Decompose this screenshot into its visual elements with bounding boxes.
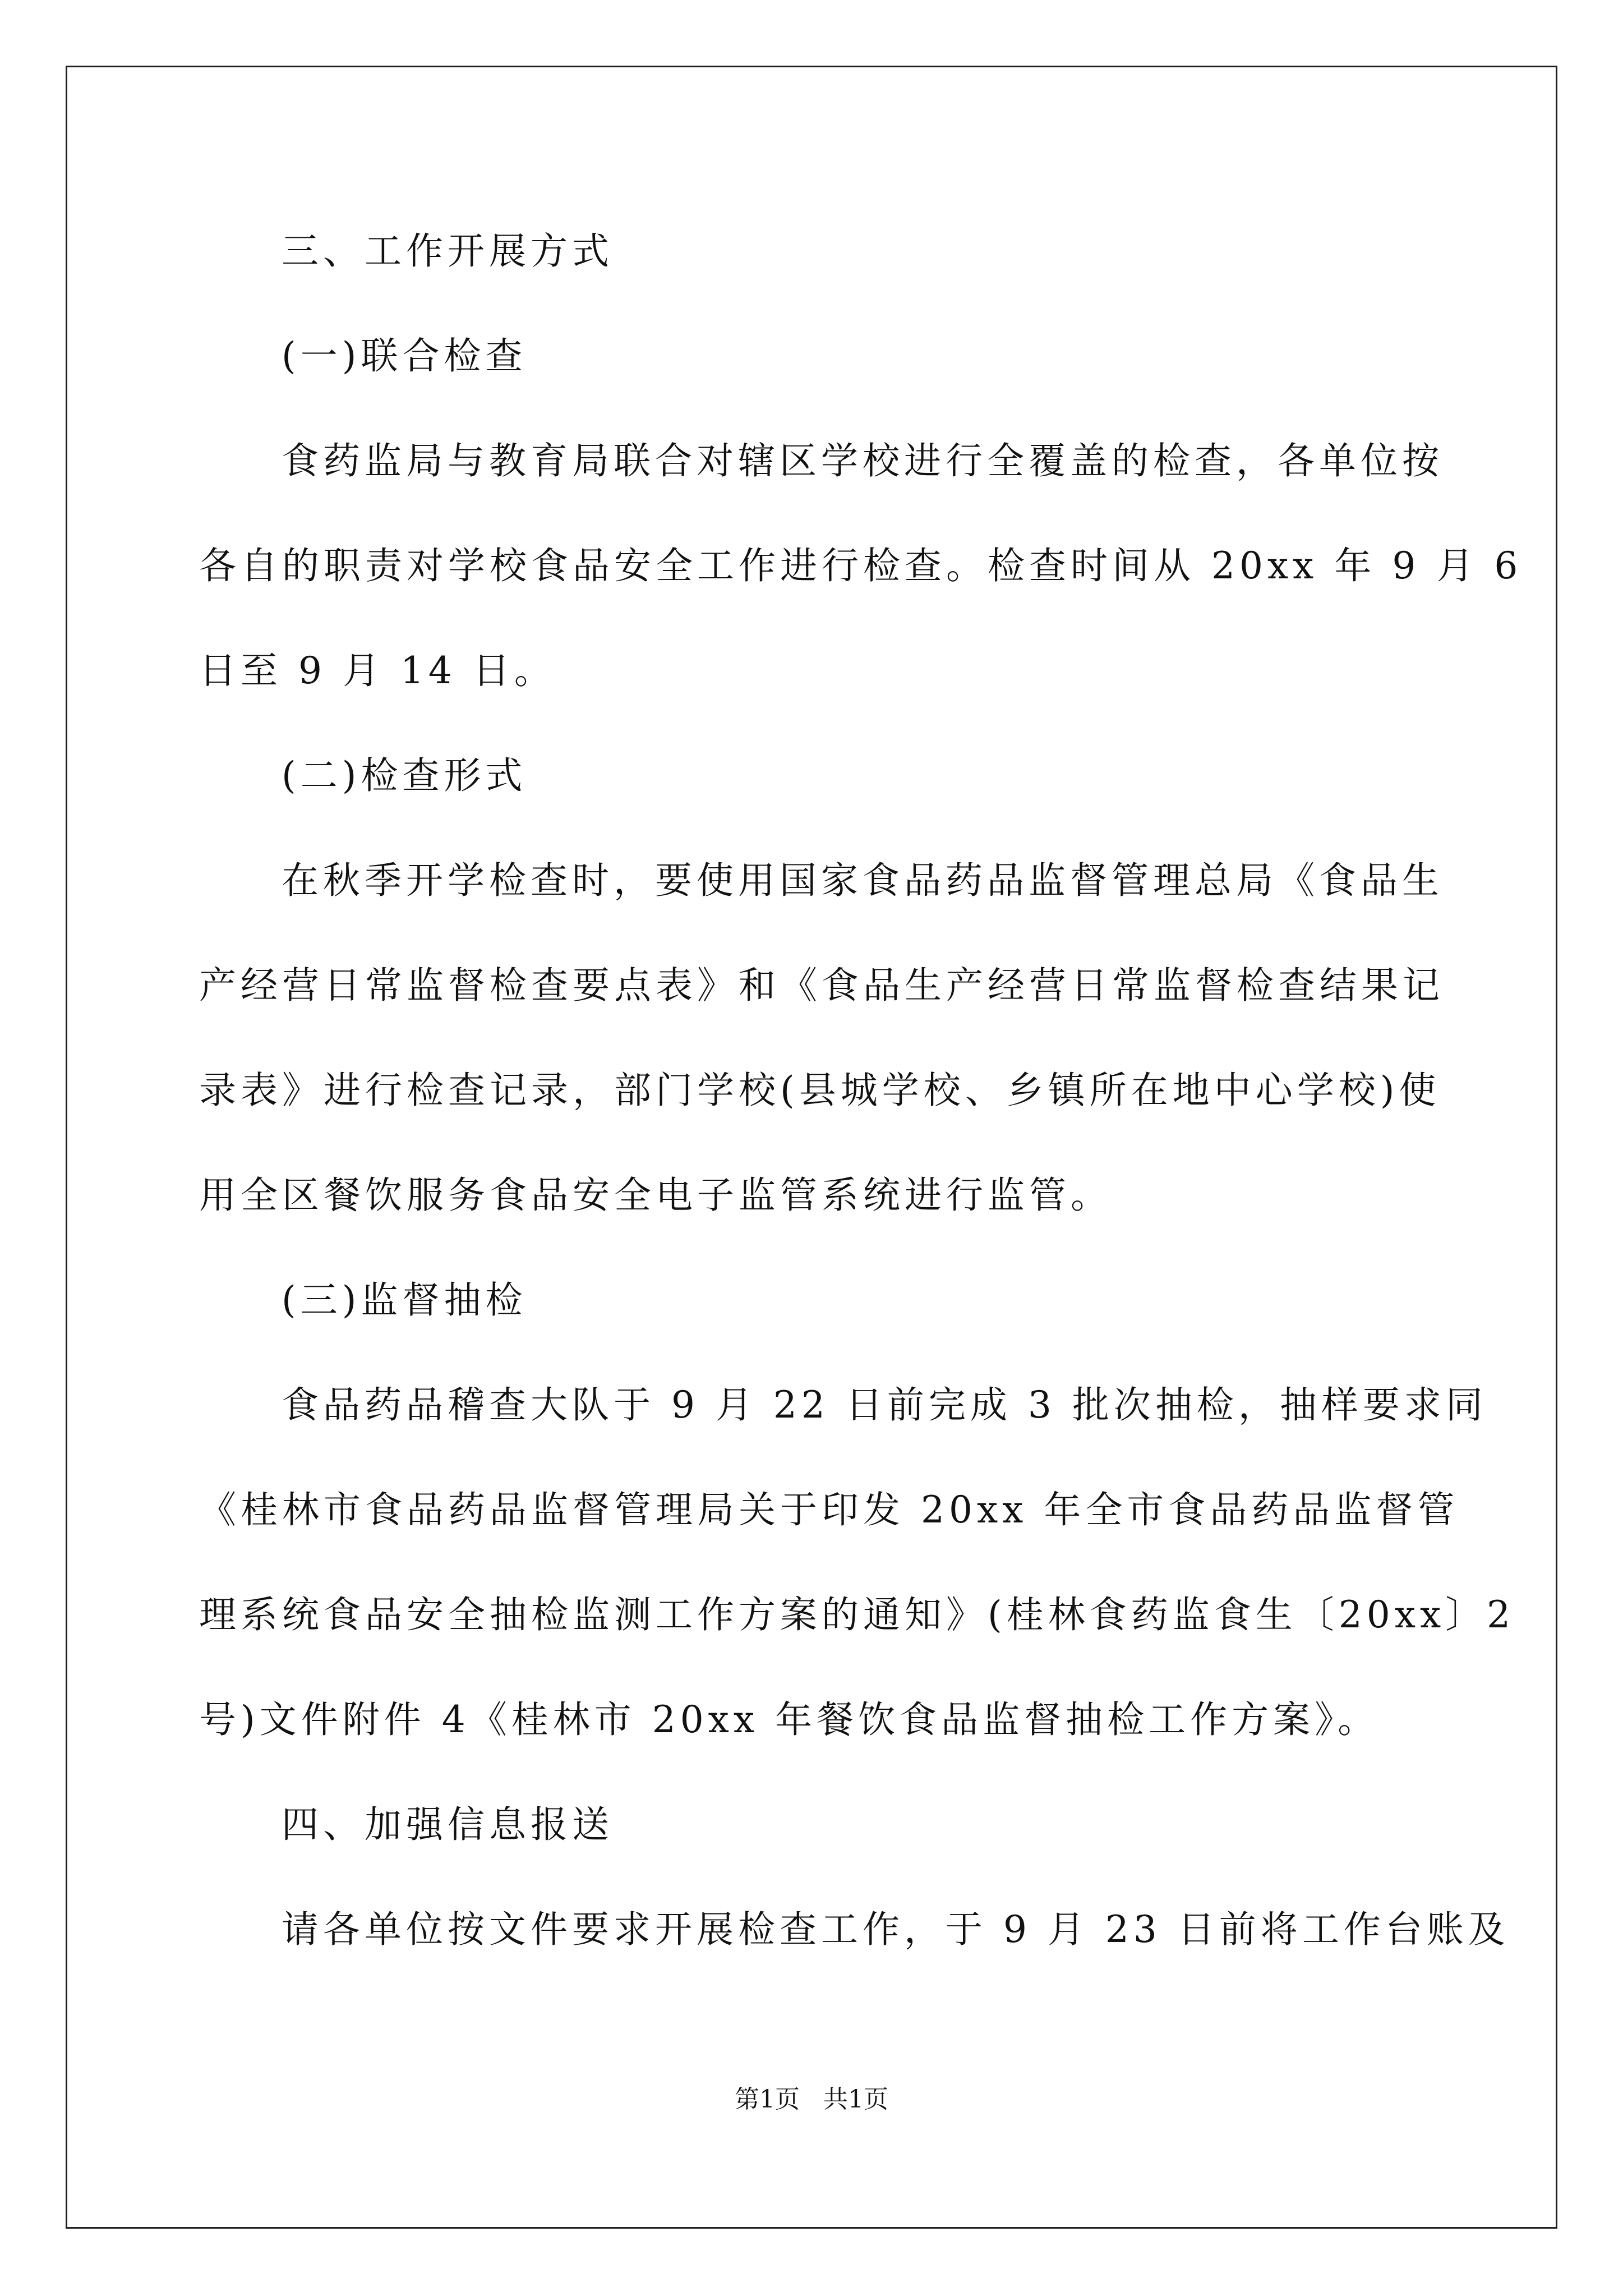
subsection-heading: (一)联合检查 <box>282 334 527 378</box>
section-heading: 四、加强信息报送 <box>282 1803 614 1846</box>
paragraph-line: 号)文件附件 4《桂林市 20xx 年餐饮食品监督抽检工作方案》。 <box>199 1698 1380 1741</box>
paragraph-line: 《桂林市食品药品监督管理局关于印发 20xx 年全市食品药品监督管 <box>199 1488 1459 1531</box>
paragraph-line: 理系统食品安全抽检监测工作方案的通知》(桂林食药监食生〔20xx〕2 <box>199 1593 1515 1636</box>
paragraph-line: 请各单位按文件要求开展检查工作，于 9 月 23 日前将工作台账及 <box>282 1908 1510 1951</box>
paragraph-line: 用全区餐饮服务食品安全电子监管系统进行监管。 <box>199 1174 1112 1217</box>
paragraph-line: 产经营日常监督检查要点表》和《食品生产经营日常监督检查结果记 <box>199 964 1444 1007</box>
page-footer: 第1页 共1页 <box>735 2085 888 2114</box>
paragraph-line: 在秋季开学检查时，要使用国家食品药品监督管理总局《食品生 <box>282 859 1444 902</box>
paragraph-line: 录表》进行检查记录，部门学校(县城学校、乡镇所在地中心学校)使 <box>199 1069 1441 1112</box>
paragraph-line: 各自的职责对学校食品安全工作进行检查。检查时间从 20xx 年 9 月 6 <box>199 544 1523 587</box>
paragraph-line: 食品药品稽查大队于 9 月 22 日前完成 3 批次抽检，抽样要求同 <box>282 1383 1487 1427</box>
subsection-heading: (三)监督抽检 <box>282 1278 527 1322</box>
section-heading: 三、工作开展方式 <box>282 229 614 273</box>
paragraph-line: 日至 9 月 14 日。 <box>199 649 556 692</box>
paragraph-line: 食药监局与教育局联合对辖区学校进行全覆盖的检查，各单位按 <box>282 439 1444 482</box>
subsection-heading: (二)检查形式 <box>282 754 527 797</box>
